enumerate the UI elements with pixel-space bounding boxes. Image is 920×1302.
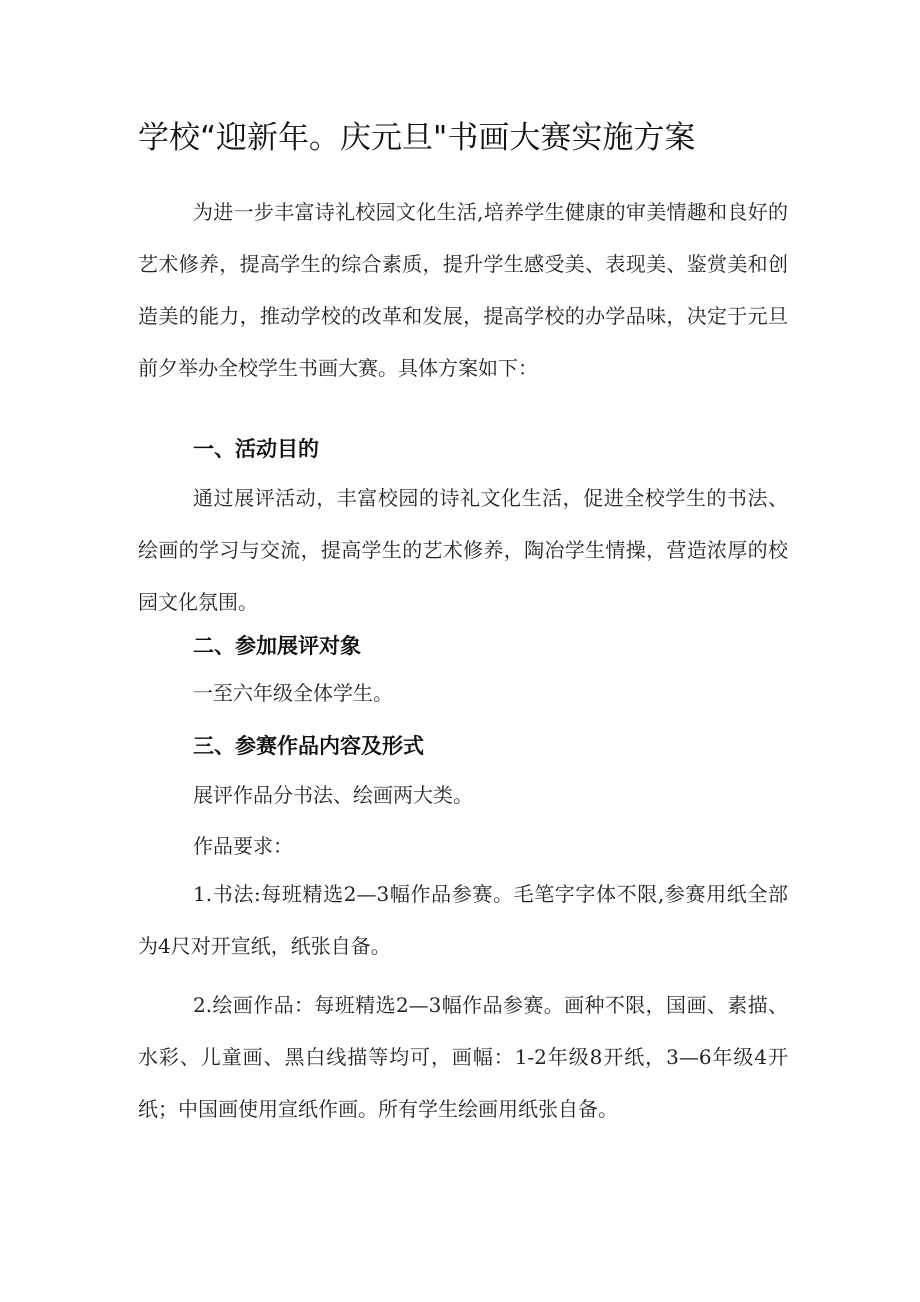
intro-paragraph: 为进一步丰富诗礼校园文化生活,培养学生健康的审美情趣和良好的艺术修养，提高学生的综合素质，提升学生感受美、表现美、鉴赏美和创造美的能力，推动学校的改革和发展，提高学校的办学品味，决定于元旦前夕举办全校学生书画大赛。具体方案如下： <box>138 200 788 380</box>
section-heading-purpose: 一、活动目的 <box>193 437 319 461</box>
document-title: 学校“迎新年。庆元旦"书画大赛实施方案 <box>138 120 696 156</box>
requirement-calligraphy: 1.书法:每班精选2—3幅作品参赛。毛笔字字体不限,参赛用纸全部为4尺对开宣纸，纸张自备。 <box>138 882 788 958</box>
section-body-purpose: 通过展评活动，丰富校园的诗礼文化生活，促进全校学生的书法、绘画的学习与交流，提高学生的艺术修养，陶冶学生情操，营造浓厚的校园文化氛围。 <box>138 486 788 614</box>
requirements-label: 作品要求： <box>193 834 293 858</box>
requirement-painting: 2.绘画作品：每班精选2—3幅作品参赛。画种不限，国画、素描、水彩、儿童画、黑白线描等均可，画幅：1-2年级8开纸，3—6年级4开纸；中国画使用宣纸作画。所有学生绘画用纸张自备。 <box>138 993 788 1121</box>
section-heading-participants: 二、参加展评对象 <box>193 634 361 658</box>
section-body-works: 展评作品分书法、绘画两大类。 <box>193 783 473 807</box>
section-heading-works: 三、参赛作品内容及形式 <box>193 734 424 758</box>
section-body-participants: 一至六年级全体学生。 <box>193 681 393 705</box>
